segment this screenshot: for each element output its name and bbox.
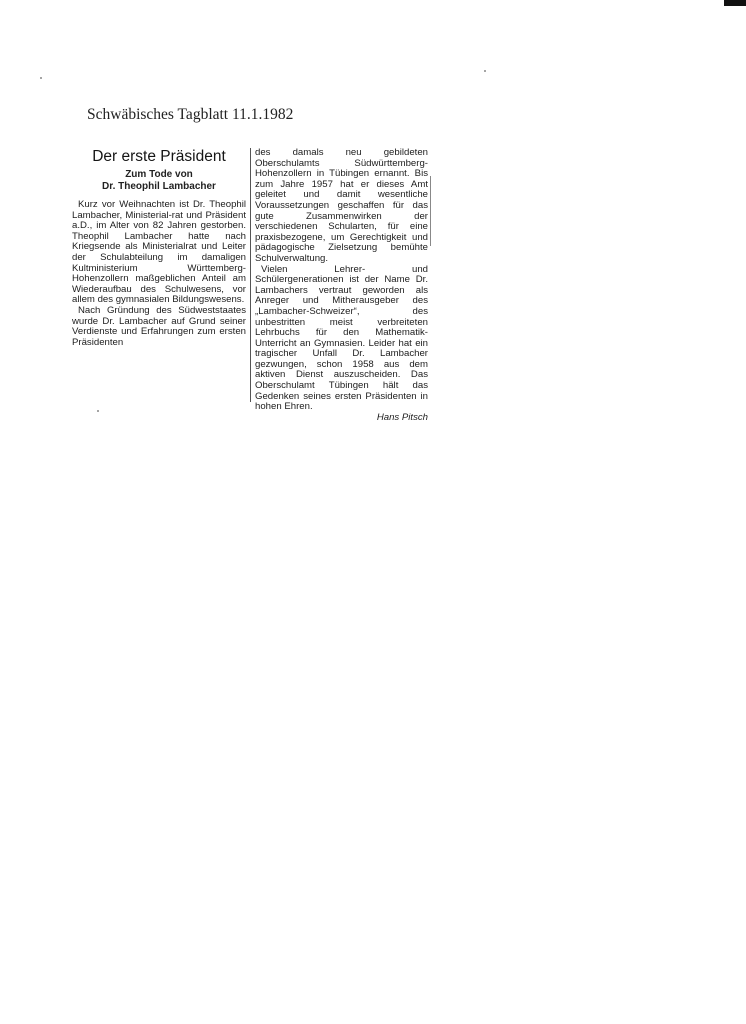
article-author: Hans Pitsch bbox=[376, 411, 428, 423]
article-right-column bbox=[255, 146, 428, 423]
article-paragraph: Kurz vor Weihnachten ist Dr. Theophil Lambacher, Ministerial-rat und Präsident a.D., im Alter von 82 Jahren gestorben. Theophil Lambacher hatte nach Kriegsende als Ministerialrat und Leiter der Schulabteilung im damaligen Kultministerium Württemberg-Hohenzollern maßgeblichen Anteil am Wiederaufbau des Schulwesens, vor allem des gymnasialen Bildungswesens. bbox=[72, 199, 246, 306]
article-paragraph: des damals neu gebildeten Oberschulamts Südwürttemberg-Hohenzollern in Tübingen ernannt. Bis zum Jahre 1957 hat er dieses Amt geleitet und damit wesentliche Voraussetzungen geschaffen für das gute Zusammenwirken der verschiedenen Schularten, für eine praxisbezogene, um Gerechtigkeit und pädagogische Zielsetzung bemühte Schulverwaltung. bbox=[255, 147, 428, 264]
scan-corner-mark bbox=[724, 0, 746, 6]
article-subhead-line2: Dr. Theophil Lambacher bbox=[102, 180, 216, 192]
article-body-left bbox=[72, 200, 246, 348]
scan-speck bbox=[484, 70, 486, 72]
clipping-edge bbox=[430, 176, 431, 246]
column-divider bbox=[250, 148, 251, 402]
article-paragraph: Vielen Lehrer- und Schülergenerationen ist der Name Dr. Lambachers vertraut geworden als Anreger und Mitherausgeber des „Lambacher-Schweizer“, des unbestritten meist verbreiteten Lehrbuchs für den Mathematik-Unterricht an Gymnasien. Leider hat ein tragischer Unfall Dr. Lambacher gezwungen, schon 1958 aus dem aktiven Dienst auszuscheiden. Das Oberschulamt Tübingen hält das Gedenken seines ersten Präsidenten in hohen Ehren. bbox=[255, 263, 428, 413]
newspaper-clipping bbox=[72, 146, 428, 423]
article-subhead-line1: Zum Tode von bbox=[125, 169, 193, 180]
article-author-line bbox=[255, 413, 428, 424]
article-body-right bbox=[255, 148, 428, 423]
article-paragraph: Nach Gründung des Südweststaates wurde Dr. Lambacher auf Grund seiner Verdienste und Erfahrungen zum ersten Präsidenten bbox=[72, 304, 246, 348]
scan-speck bbox=[97, 410, 99, 412]
source-citation: Schwäbisches Tagblatt 11.1.1982 bbox=[87, 106, 294, 123]
article-left-column bbox=[72, 146, 246, 348]
article-headline: Der erste Präsident bbox=[92, 148, 226, 165]
scan-speck bbox=[40, 77, 42, 79]
